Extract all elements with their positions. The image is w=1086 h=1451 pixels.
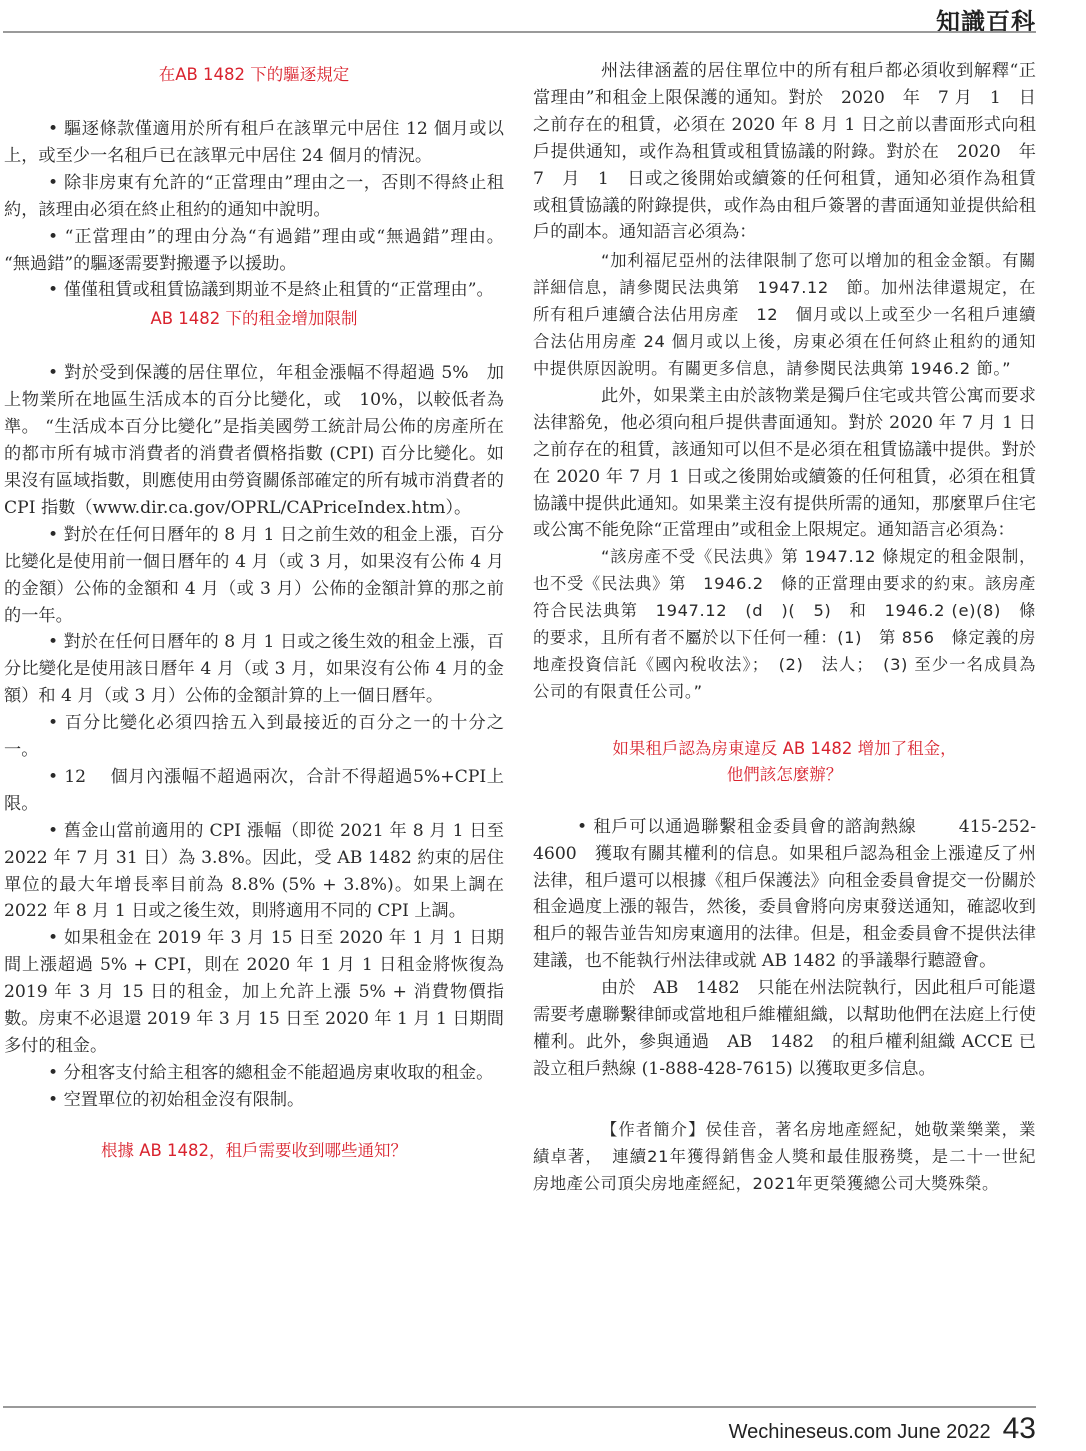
heading-violation-line-1: 如果租戶認為房東違反 AB 1482 增加了租金， [612, 738, 957, 758]
notice-quote: “加利福尼亞州的法律限制了您可以增加的租金金額。有關詳細信息，請參閱民法典第 1947.12 節。加州法律還規定，在所有租戶連續合法佔用房產 12 個月或以上或至少一名租戶連續合法佔用房產 24 個月或以上後，房東必須在任何終止租約的通知中提供原因說明。有關更多信息，請參閱民法典第 1946.2 節。” [533, 251, 1036, 378]
page-number: 43 [1002, 1412, 1036, 1445]
eviction-bullet: • “正當理由”的理由分為“有過錯”理由或“無過錯”理由。 “無過錯”的驅逐需要對搬遷予以援助。 [4, 226, 504, 274]
page-footer [729, 1412, 1036, 1446]
heading-violation-line-2: 他們該怎麼辦？ [726, 764, 843, 784]
rent-cap-bullet: • 分租客支付給主租客的總租金不能超過房東收取的租金。 [48, 1062, 494, 1083]
eviction-bullet: • 除非房東有允許的“正當理由”理由之一，否則不得終止租約，該理由必須在終止租約的通知中說明。 [4, 172, 504, 220]
heading-eviction-rules: 在AB 1482 下的驅逐規定 [158, 65, 350, 84]
rent-cap-bullet: • 空置單位的初始租金沒有限制。 [48, 1089, 305, 1110]
eviction-bullet: • 驅逐條款僅適用於所有租戶在該單元中居住 12 個月或以上，或至少一名租戶已在該單元中居住 24 個月的情況。 [4, 119, 504, 166]
author-bio: 【作者簡介】侯佳音，著名房地產經紀，她敬業樂業，業績卓著， 連續21年獲得銷售金人獎和最佳服務獎，是二十一世紀房地產公司頂尖房地產經紀，2021年更榮獲總公司大獎殊榮。 [533, 1119, 1036, 1193]
heading-rent-cap: AB 1482 下的租金增加限制 [150, 309, 358, 329]
exemption-quote: “該房產不受《民法典》第 1947.12 條規定的租金限制，也不受《民法典》第 1946.2 條的正當理由要求的約束。該房產符合民法典第 1947.12 (d )( 5) 和 1946.2 (e)(8) 條的要求，且所有者不屬於以下任何一種：(1) 第 856 條定義的房地產投資信託《國內稅收法》； (2) 法人； (3) 至少一名成員為公司的有限責任公司。” [533, 547, 1036, 701]
notice-paragraph: 州法律涵蓋的居住單位中的所有租戶都必須收到解釋“正當理由”和租金上限保護的通知。對於 2020 年 7 月 1 日之前存在的租賃，必須在 2020 年 8 月 1 日之前以書面形式向租戶提供通知，或作為租賃或租賃協議的附錄。對於在 2020 年 7 月 1 日或之後開始或續簽的任何租賃，通知必須作為租賃或租賃協議的附錄提供，或作為由租戶簽署的書面通知並提供給租戶的副本。通知語言必須為： [533, 61, 1054, 243]
court-paragraph: 由於 AB 1482 只能在州法院執行，因此租戶可能還需要考慮聯繫律師或當地租戶維權組織，以幫助他們在法庭上行使權利。此外，參與通過 AB 1482 的租戶權利組織 ACCE 已設立租戶熱線 (1-888-428-7615) 以獲取更多信息。 [533, 978, 1036, 1079]
rent-cap-bullet: • 對於受到保護的居住單位，年租金漲幅不得超過 5% 加上物業所在地區生活成本的百分比變化，或 10%，以較低者為準。 “生活成本百分比變化”是指美國勞工統計局公佈的房產所在的都市所有城市消費者的消費者價格指數 (CPI) 百分比變化。如果沒有區域指數，則應使用由勞資關係部確定的所有城市消費者的 CPI 指數（www.dir.ca.gov/OPRL/CAPriceIndex.htm）。 [4, 363, 504, 518]
eviction-bullet: • 僅僅租賃或租賃協議到期並不是終止租賃的“正當理由”。 [48, 280, 494, 301]
rent-cap-bullet: • 對於在任何日曆年的 8 月 1 日之前生效的租金上漲，百分比變化是使用前一個日曆年的 4 月（或 3 月，如果沒有公佈 4 月的金額）公佈的金額和 4 月（或 3 月）公佈的金額計算的那之前的一年。 [4, 524, 504, 626]
rent-cap-bullet: • 如果租金在 2019 年 3 月 15 日至 2020 年 1 月 1 日期間上漲超過 5% + CPI，則在 2020 年 1 月 1 日租金將恢復為 2019 年 3 月 15 日的租金，加上允許上漲 5% + 消費物價指數。房東不必退還 2019 年 3 月 15 日至 2020 年 1 月 1 日期間多付的租金。 [4, 928, 504, 1056]
exemption-paragraph: 此外，如果業主由於該物業是獨戶住宅或共管公寓而要求法律豁免，他必須向租戶提供書面通知。對於 2020 年 7 月 1 日之前存在的租賃，該通知可以但不是必須在租賃協議中提供。對於在 2020 年 7 月 1 日或之後開始或續簽的任何租賃，必須在租賃協議中提供此通知。如果業主沒有提供所需的通知，那麼單戶住宅或公寓不能免除“正當理由”或租金上限規定。通知語言必須為： [533, 385, 1036, 541]
left-column [4, 58, 504, 1164]
section-label: 知識百科 [936, 7, 1036, 36]
header-divider [3, 31, 1036, 33]
footer-divider [3, 1406, 1036, 1408]
rent-cap-bullet: • 對於在任何日曆年的 8 月 1 日或之後生效的租金上漲，百分比變化是使用該日曆年 4 月（或 3 月，如果沒有公佈 4 月的金額）和 4 月（或 3 月）公佈的金額計算的上一個日曆年。 [4, 632, 504, 707]
right-column [533, 58, 1054, 1198]
rent-cap-bullet: • 12 個月內漲幅不超過兩次，合計不得超過5%+CPI上限。 [4, 766, 504, 814]
footer-site-date: Wechineseus.com June 2022 [728, 1421, 991, 1443]
rent-cap-bullet: • 百分比變化必須四捨五入到最接近的百分之一的十分之一。 [4, 713, 504, 761]
heading-required-notices: 根據 AB 1482，租戶需要收到哪些通知？ [100, 1140, 408, 1160]
rent-cap-bullet: • 舊金山當前適用的 CPI 漲幅（即從 2021 年 8 月 1 日至 2022 年 7 月 31 日）為 3.8%。因此，受 AB 1482 約束的居住單位的最大年增長率目前為 8.8% (5% + 3.8%)。如果上調在 2022 年 8 月 1 日或之後生效，則將適用不同的 CPI 上調。 [4, 820, 504, 922]
violation-bullet: • 租戶可以通過聯繫租金委員會的諮詢熱線 415-252-4600 獲取有關其權利的信息。如果租戶認為租金上漲違反了州法律，租戶還可以根據《租戶保護法》向租金委員會提交一份關於租金過度上漲的報告，然後，委員會將向房東發送通知，確認收到租戶的報告並告知房東適用的法律。但是，租金委員會不提供法律建議，也不能執行州法律或就 AB 1482 的爭議舉行聽證會。 [533, 816, 1036, 972]
